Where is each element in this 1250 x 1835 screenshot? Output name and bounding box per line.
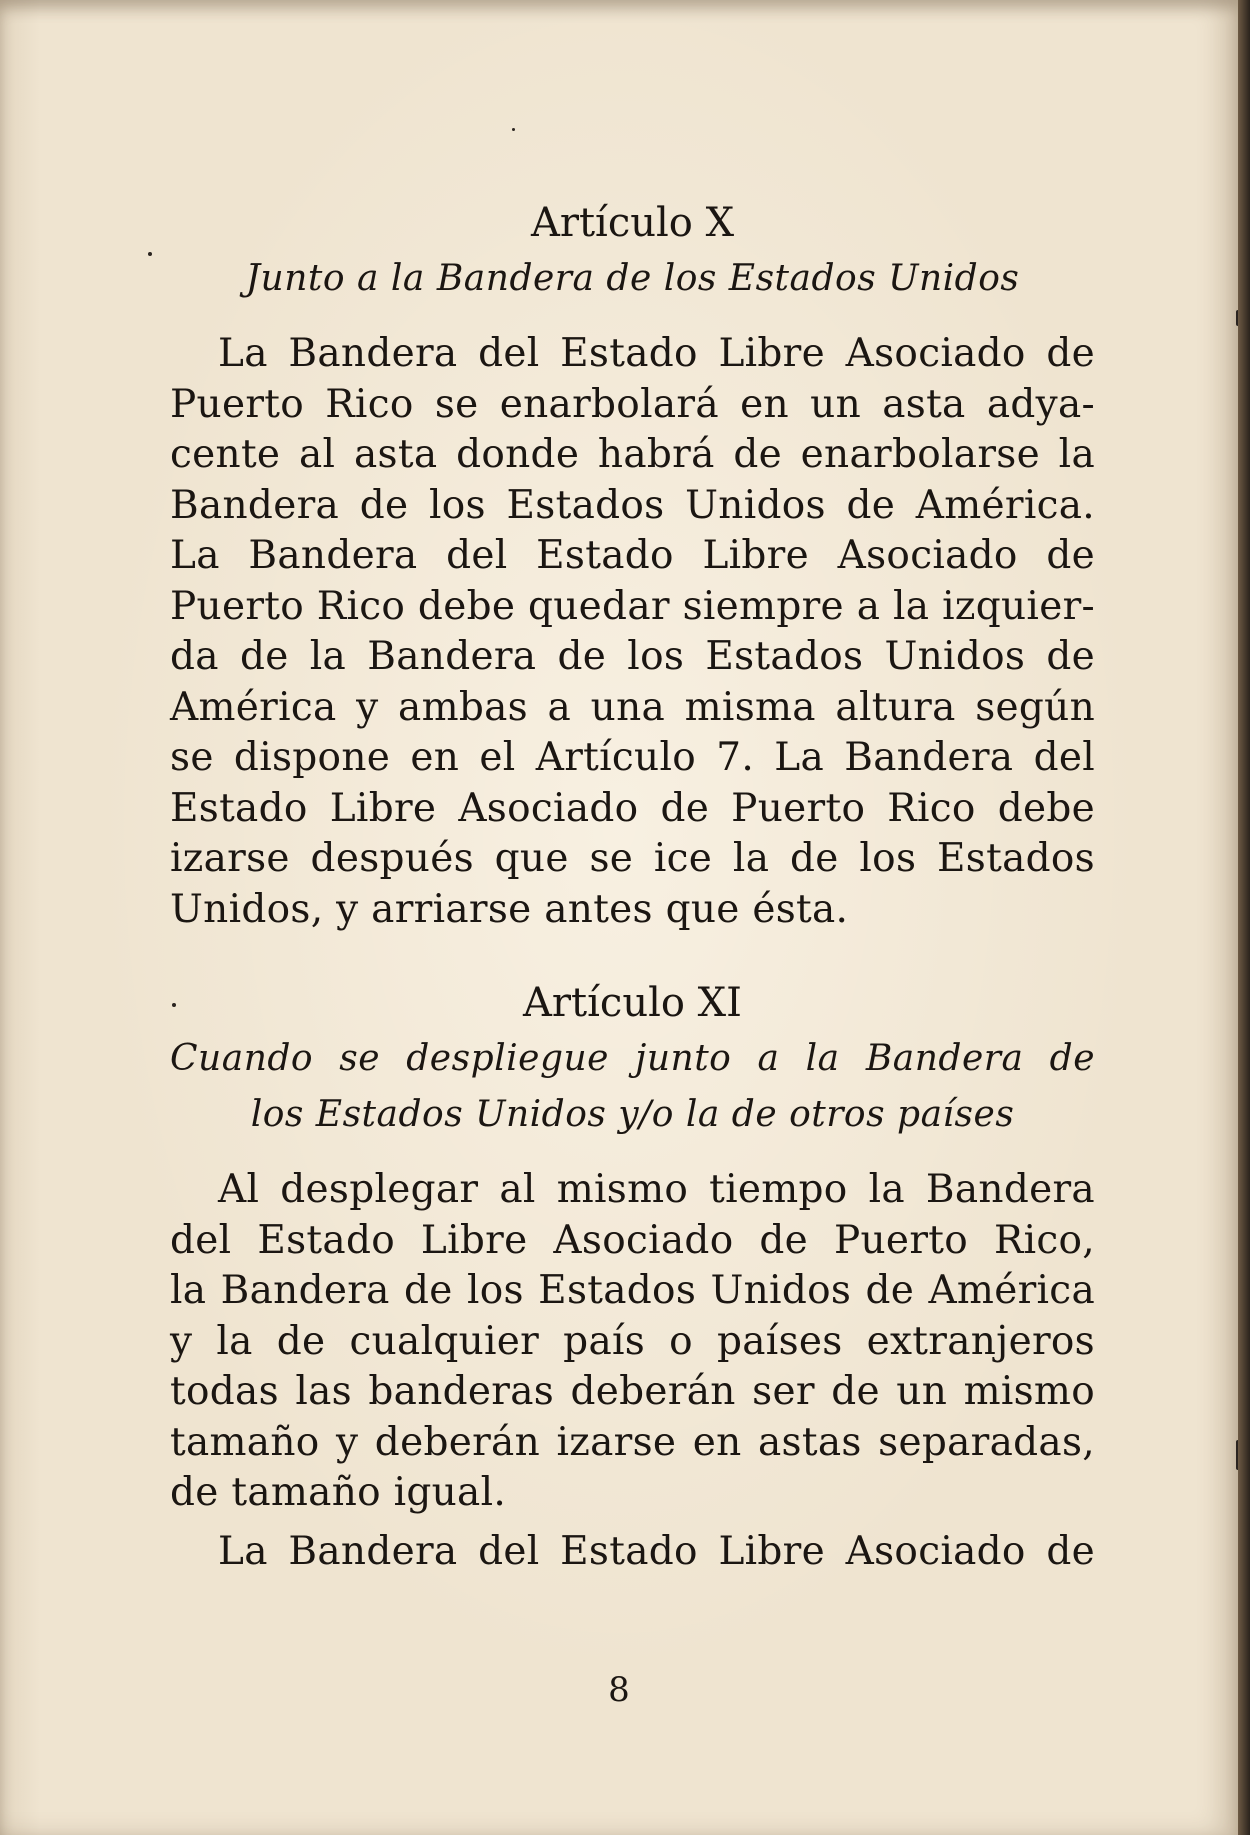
page-edge [1238,0,1250,1835]
article-xi-heading: Artículo XI [523,980,742,1026]
article-x-subheading: Junto a la Bandera de los Estados Unidos [245,258,1020,299]
article-xi-subheading-line1: Cuando se despliegue junto a la Bandera de [170,1038,1095,1079]
article-xi-subheading-line2: los Estados Unidos y/o la de otros países [250,1094,1015,1135]
text-line: da de la Bandera de los Estados Unidos de [170,634,1095,679]
text-line: tamaño y deberán izarse en astas separadas, [170,1419,1095,1465]
page-text [170,195,1095,1577]
text-line: Puerto Rico se enarbolará en un asta adya- [170,381,1095,427]
speck [512,128,515,131]
text-line: La Bandera del Estado Libre Asociado de [218,331,1095,376]
article-xi-paragraph-1 [170,1165,1095,1519]
text-line: del Estado Libre Asociado de Puerto Rico, [170,1217,1095,1263]
article-xi-paragraph-2 [170,1527,1095,1578]
text-line: La Bandera del Estado Libre Asociado de [170,533,1095,578]
text-line: todas las banderas deberán ser de un mismo [170,1369,1095,1414]
speck [172,1003,176,1007]
text-line: La Bandera del Estado Libre Asociado de [218,1528,1095,1574]
text-line: Unidos, y arriarse antes que ésta. [170,886,849,932]
text-line: América y ambas a una misma altura según [170,684,1095,730]
article-x-heading: Artículo X [530,200,735,246]
text-line: izarse después que se ice la de los Estados [170,836,1095,881]
text-line: Al desplegar al mismo tiempo la Bandera [218,1167,1095,1212]
text-line: Puerto Rico debe quedar siempre a la izquier- [170,583,1095,629]
text-line: la Bandera de los Estados Unidos de América [170,1268,1095,1313]
text-line: de tamaño igual. [170,1470,507,1515]
text-line: y la de cualquier país o países extranjeros [170,1318,1095,1364]
text-line: cente al asta donde habrá de enarbolarse la [170,432,1095,477]
page-number: 8 [608,1670,630,1710]
text-line: Estado Libre Asociado de Puerto Rico debe [170,785,1095,831]
speck [148,252,152,256]
text-line: Bandera de los Estados Unidos de América. [170,482,1095,528]
article-x-paragraph [170,329,1095,935]
text-line: se dispone en el Artículo 7. La Bandera del [170,735,1095,780]
